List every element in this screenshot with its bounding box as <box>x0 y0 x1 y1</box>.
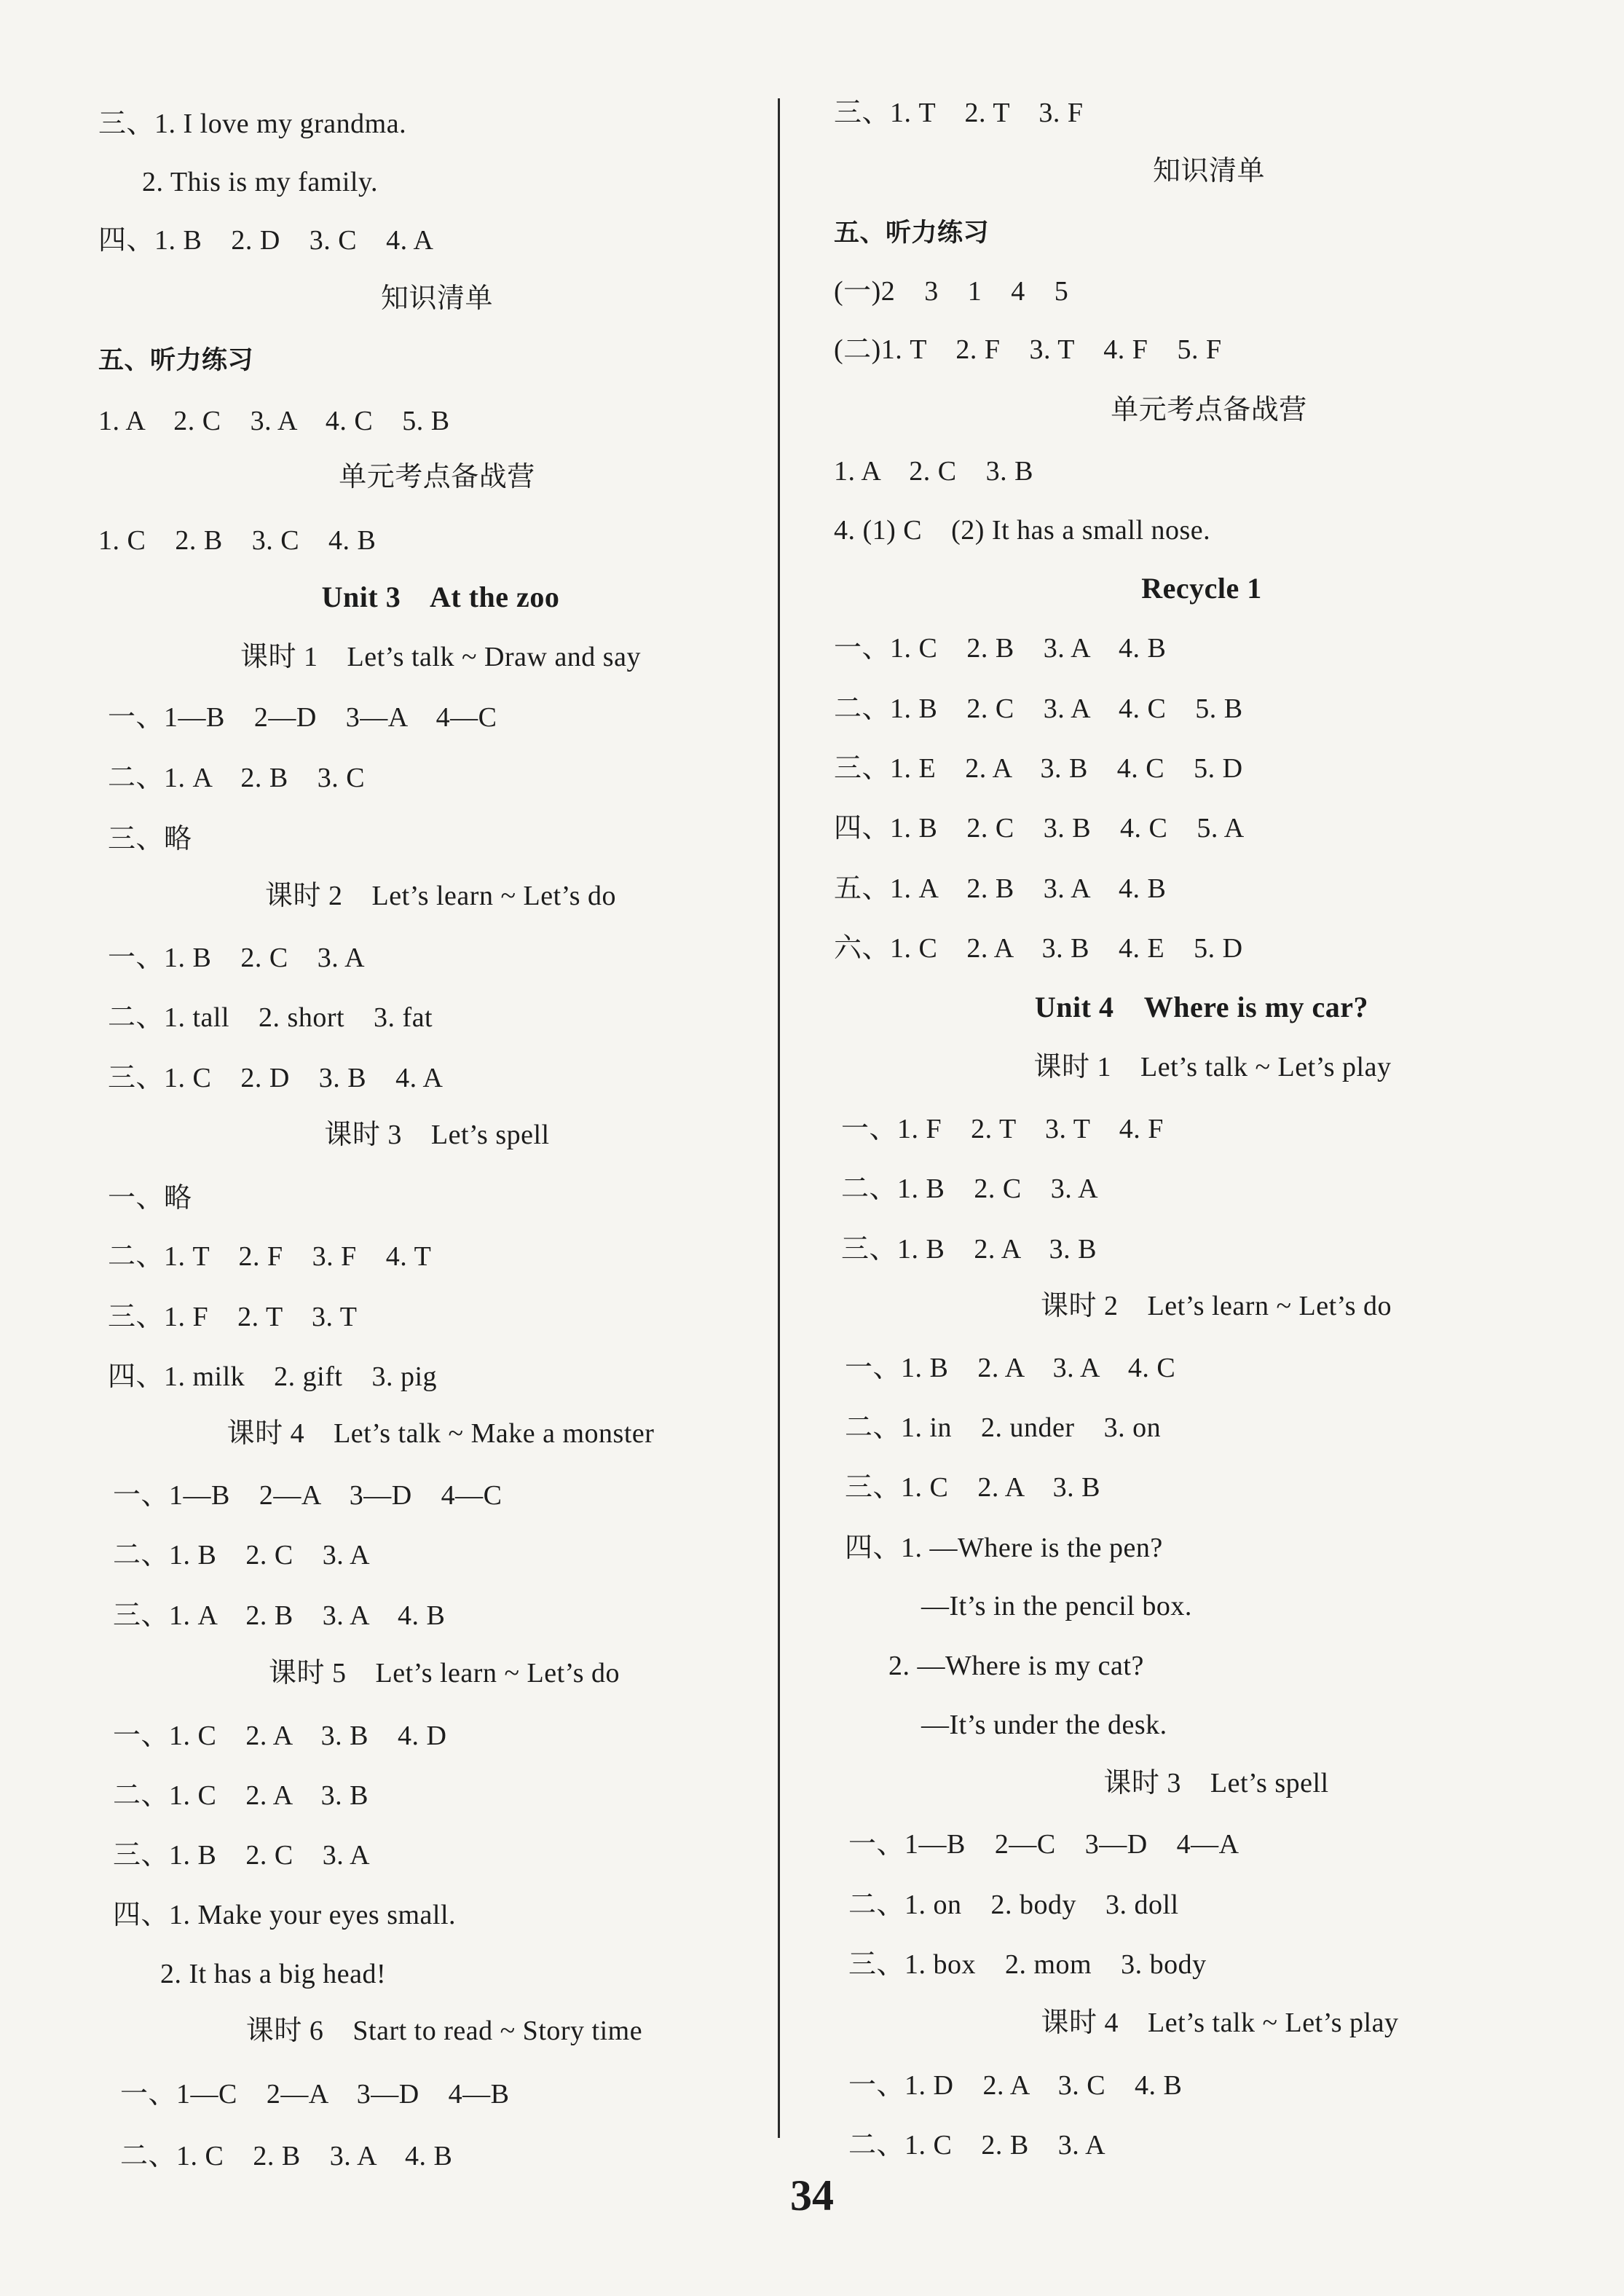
section-title: 五、听力练习 <box>98 346 254 375</box>
answer-line: 三、1. T 2. T 3. F <box>834 98 1084 128</box>
lesson-title: 课时 2 Let’s learn ~ Let’s do <box>1041 1291 1392 1321</box>
answer-line: 1. C 2. B 3. C 4. B <box>98 525 377 556</box>
section-heading: 知识清单 <box>1152 156 1265 186</box>
answer-line: 一、1—C 2—A 3—D 4—B <box>120 2079 510 2110</box>
answer-line: 五、1. A 2. B 3. A 4. B <box>834 873 1167 904</box>
answer-line: 一、1. D 2. A 3. C 4. B <box>848 2070 1183 2101</box>
answer-line: 二、1. C 2. B 3. A <box>848 2130 1106 2161</box>
answer-line: 一、1. B 2. A 3. A 4. C <box>845 1353 1176 1383</box>
answer-line: 2. —Where is my cat? <box>888 1651 1144 1681</box>
answer-line: 三、1. B 2. A 3. B <box>841 1234 1097 1265</box>
lesson-title: 课时 1 Let’s talk ~ Let’s play <box>1033 1052 1392 1082</box>
unit-title: Unit 3 At the zoo <box>321 581 560 613</box>
lesson-title: 课时 4 Let’s talk ~ Make a monster <box>226 1418 655 1449</box>
answer-line: 1. A 2. C 3. B <box>834 456 1033 487</box>
answer-line: —It’s in the pencil box. <box>921 1591 1192 1621</box>
unit-title: Recycle 1 <box>1141 572 1262 605</box>
answer-line: 二、1. C 2. A 3. B <box>113 1780 368 1811</box>
section-heading: 单元考点备战营 <box>339 462 535 492</box>
answer-line: 三、1. E 2. A 3. B 4. C 5. D <box>834 753 1243 784</box>
section-heading: 知识清单 <box>380 283 493 314</box>
answer-line: 三、1. I love my grandma. <box>98 109 407 139</box>
answer-line: 二、1. on 2. body 3. doll <box>848 1890 1179 1920</box>
answer-line: 三、1. box 2. mom 3. body <box>848 1949 1207 1980</box>
answer-line: (二)1. T 2. F 3. T 4. F 5. F <box>834 334 1222 365</box>
lesson-title: 课时 5 Let’s learn ~ Let’s do <box>269 1658 620 1688</box>
answer-line: 1. A 2. C 3. A 4. C 5. B <box>98 406 450 436</box>
answer-line: 二、1. C 2. B 3. A 4. B <box>120 2141 453 2171</box>
section-heading: 单元考点备战营 <box>1111 395 1307 425</box>
answer-line: 二、1. in 2. under 3. on <box>845 1412 1162 1443</box>
answer-line: 三、1. B 2. C 3. A <box>113 1840 371 1871</box>
answer-line: (一)2 3 1 4 5 <box>834 276 1069 307</box>
answer-line: 二、1. T 2. F 3. F 4. T <box>108 1241 432 1272</box>
answer-line: 四、1. —Where is the pen? <box>845 1533 1163 1563</box>
answer-line: 2. This is my family. <box>142 167 378 197</box>
answer-line: 一、1. C 2. B 3. A 4. B <box>834 633 1167 664</box>
answer-line: 四、1. Make your eyes small. <box>113 1900 457 1930</box>
answer-line: 4. (1) C (2) It has a small nose. <box>834 515 1211 546</box>
answer-line: 二、1. B 2. C 3. A <box>113 1540 371 1570</box>
answer-line: 一、1. F 2. T 3. T 4. F <box>841 1114 1164 1144</box>
answer-line: 二、1. tall 2. short 3. fat <box>108 1002 433 1033</box>
page-number: 34 <box>790 2171 834 2220</box>
answer-line: 一、1. B 2. C 3. A <box>108 943 366 973</box>
answer-line: 二、1. B 2. C 3. A 4. C 5. B <box>834 693 1243 724</box>
answer-line: 四、1. B 2. C 3. B 4. C 5. A <box>834 813 1245 844</box>
answer-line: 四、1. milk 2. gift 3. pig <box>108 1361 438 1392</box>
section-title: 五、听力练习 <box>834 219 990 248</box>
answer-line: 四、1. B 2. D 3. C 4. A <box>98 225 434 256</box>
lesson-title: 课时 6 Start to read ~ Story time <box>245 2016 643 2046</box>
answer-line: —It’s under the desk. <box>921 1710 1167 1740</box>
answer-line: 六、1. C 2. A 3. B 4. E 5. D <box>834 933 1243 964</box>
answer-line: 一、1—B 2—C 3—D 4—A <box>848 1829 1239 1860</box>
answer-line: 三、1. F 2. T 3. T <box>108 1302 358 1332</box>
answer-line: 三、1. C 2. D 3. B 4. A <box>108 1063 444 1093</box>
lesson-title: 课时 4 Let’s talk ~ Let’s play <box>1041 2008 1399 2038</box>
answer-line: 三、略 <box>108 824 192 854</box>
unit-title: Unit 4 Where is my car? <box>1034 991 1369 1023</box>
lesson-title: 课时 3 Let’s spell <box>1103 1768 1329 1798</box>
answer-line: 一、1. C 2. A 3. B 4. D <box>113 1721 447 1751</box>
answer-line: 2. It has a big head! <box>160 1959 387 1989</box>
lesson-title: 课时 1 Let’s talk ~ Draw and say <box>240 642 641 672</box>
answer-line: 一、1—B 2—D 3—A 4—C <box>108 702 497 733</box>
answer-line: 一、1—B 2—A 3—D 4—C <box>113 1480 502 1511</box>
answer-line: 三、1. A 2. B 3. A 4. B <box>113 1600 446 1631</box>
column-divider <box>778 98 780 2138</box>
lesson-title: 课时 2 Let’s learn ~ Let’s do <box>265 881 616 911</box>
answer-line: 二、1. B 2. C 3. A <box>841 1173 1099 1204</box>
lesson-title: 课时 3 Let’s spell <box>324 1120 550 1150</box>
answer-line: 三、1. C 2. A 3. B <box>845 1472 1100 1503</box>
answer-line: 二、1. A 2. B 3. C <box>108 763 366 793</box>
answer-line: 一、略 <box>108 1183 192 1214</box>
